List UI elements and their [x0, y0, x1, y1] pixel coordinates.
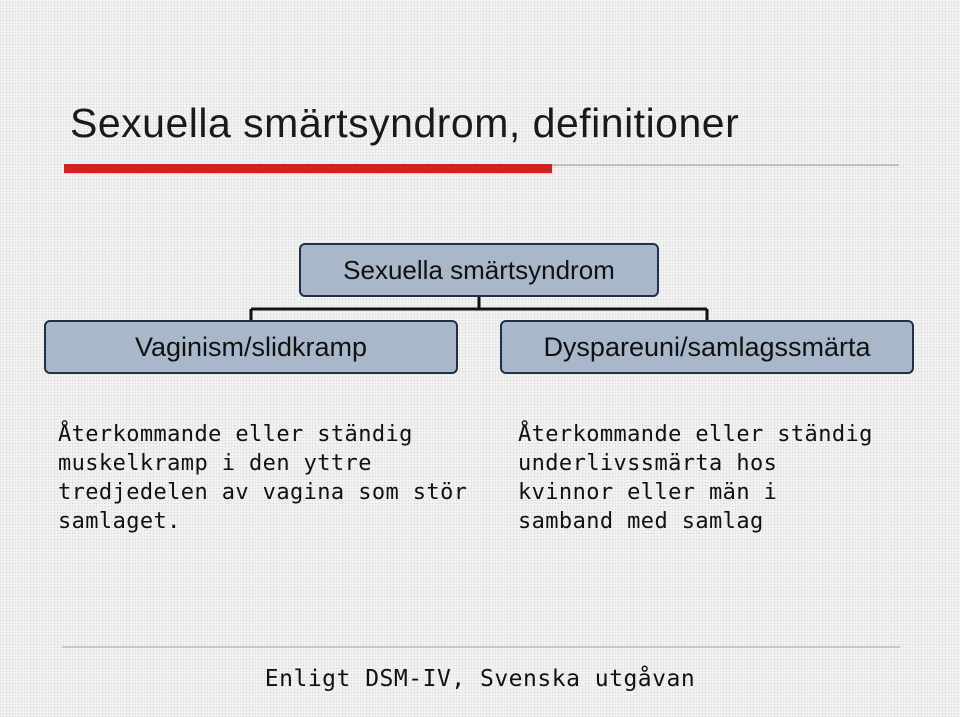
- description-line: samlaget.: [58, 509, 181, 534]
- footer-divider-rule: [62, 646, 900, 648]
- vaginism-description: [58, 420, 467, 536]
- description-line: underlivssmärta hos: [518, 451, 778, 476]
- slide-title: Sexuella smärtsyndrom, definitioner: [70, 100, 740, 146]
- description-line: Återkommande eller ständig: [58, 422, 413, 447]
- node-dyspareuni: [500, 320, 914, 374]
- description-line: tredjedelen av vagina som stör: [58, 480, 468, 505]
- footer-source: Enligt DSM-IV, Svenska utgåvan: [264, 666, 696, 692]
- dyspareuni-description: [518, 420, 873, 536]
- node-root: [299, 243, 659, 297]
- node-vaginism-label: Vaginism/slidkramp: [134, 331, 368, 362]
- node-root-label: Sexuella smärtsyndrom: [343, 254, 615, 285]
- description-line: muskelkramp i den yttre: [58, 451, 372, 476]
- description-line: kvinnor eller män i: [518, 480, 778, 505]
- node-dyspareuni-label: Dyspareuni/samlagssmärta: [543, 331, 871, 362]
- node-vaginism: [44, 320, 458, 374]
- description-line: samband med samlag: [518, 509, 764, 534]
- description-line: Återkommande eller ständig: [518, 422, 873, 447]
